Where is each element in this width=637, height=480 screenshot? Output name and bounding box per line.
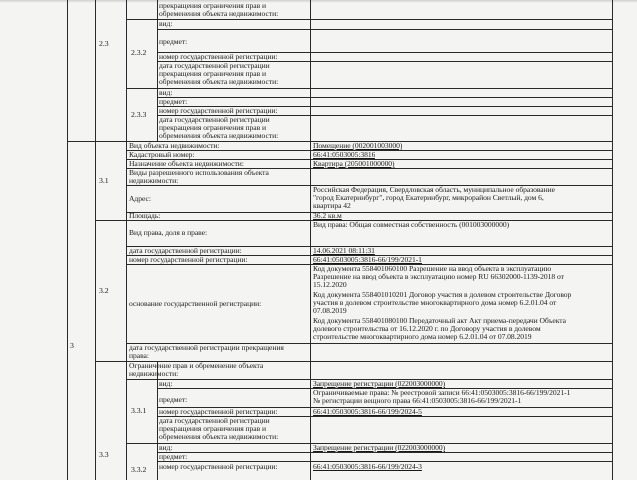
termination-date-label: дата государственной регистрации прекращения xyxy=(129,344,284,352)
row-line xyxy=(126,19,612,20)
subsection-number: 3.2 xyxy=(99,287,109,295)
subsection-number: 2.3.3 xyxy=(131,111,147,119)
address-label: Адрес: xyxy=(129,195,151,203)
section-3-number: 3 xyxy=(70,342,74,350)
purpose-value: Квартира (205001000000) xyxy=(313,160,395,168)
row-line xyxy=(126,212,612,213)
permitted-use-label: недвижимости: xyxy=(129,177,179,185)
subsection-number: 3.1 xyxy=(99,177,109,185)
object-type-label: Вид объекта недвижимости: xyxy=(129,142,220,150)
termination-date-label: права: xyxy=(129,352,149,360)
termination-date-label: обременения объекта недвижимости: xyxy=(159,78,279,86)
termination-date-label: обременения объекта недвижимости: xyxy=(159,132,279,140)
address-value: Российская Федерация, Свердловская область, муниципальное образование xyxy=(313,186,555,194)
area-label: Площадь: xyxy=(129,212,161,220)
encumbrance-header: Ограничение прав и обременение объекта xyxy=(129,362,264,370)
row-line xyxy=(157,461,612,462)
termination-date-label: прекращения ограничения прав и xyxy=(159,2,267,10)
reg-number-label: номер государственной регистрации: xyxy=(159,107,278,115)
reg-number-label: номер государственной регистрации: xyxy=(159,53,278,61)
row-line xyxy=(157,97,612,98)
reg-basis-value: 15.12.2020 xyxy=(313,281,347,289)
subsection-number: 2.3.2 xyxy=(131,49,147,57)
object-type-value: Помещение (002001003000) xyxy=(313,142,403,150)
row-line xyxy=(126,88,612,89)
col-line xyxy=(612,0,613,480)
reg-basis-value: строительстве многоквартирного дома номер 6.2.01.04 от 07.08.2019 xyxy=(313,333,532,341)
reg-basis-value: участия в долевом строительстве многоквартирного дома номер 6.2.01.04 от xyxy=(313,299,557,307)
col-line xyxy=(126,0,127,480)
reg-basis-value: долевого строительства от 16.12.2020 г. по Договору участия в долевом xyxy=(313,325,541,333)
reg-basis-value: Разрешение на ввод объекта в эксплуатацию номер RU 66302000-1139-2018 от xyxy=(313,273,564,281)
address-value: "город Екатеринбург", город Екатеринбург, микрорайон Светлый, дом 6, xyxy=(313,194,544,202)
reg-number-label: номер государственной регистрации: xyxy=(159,408,278,416)
predmet-label: предмет: xyxy=(159,38,188,46)
termination-date-label: прекращения ограничения прав и xyxy=(159,425,267,433)
vid-value: Запрещение регистрации (022003000000) xyxy=(313,444,446,452)
termination-date-label: дата государственной регистрации xyxy=(159,417,270,425)
permitted-use-label: Виды разрешенного использования объекта xyxy=(129,169,269,177)
reg-basis-value: Код документа 558401080100 Передаточный акт Акт приема-передачи Объекта xyxy=(313,317,566,325)
predmet-value: № регистрации вещного права 66:41:0503005:3816-66/199/2021-1 xyxy=(313,397,522,405)
vid-label: вид: xyxy=(159,89,173,97)
termination-date-label: дата государственной регистрации xyxy=(159,62,270,70)
vid-label: вид: xyxy=(159,380,173,388)
reg-number-value: 66:41:0503005:3816-66/199/2024-5 xyxy=(313,408,422,416)
reg-number-value: 66:41:0503005:3816-66/199/2024-3 xyxy=(313,463,422,471)
vid-value: Запрещение регистрации (022003000000) xyxy=(313,380,446,388)
address-value: квартира 42 xyxy=(313,202,351,210)
reg-number-value: 66:41:0503005:3816-66/199/2021-1 xyxy=(313,256,422,264)
purpose-label: Назначение объекта недвижимости: xyxy=(129,160,244,168)
subsection-number: 3.3 xyxy=(99,451,109,459)
cadastral-number-label: Кадастровый номер: xyxy=(129,151,195,159)
reg-basis-value: 07.08.2019 xyxy=(313,307,347,315)
reg-number-label: номер государственной регистрации: xyxy=(159,463,278,471)
subsection-number: 3.3.1 xyxy=(131,407,147,415)
predmet-label: предмет: xyxy=(159,453,188,461)
termination-date-label: обременения объекта недвижимости: xyxy=(159,433,279,441)
termination-date-label: обременения объекта недвижимости: xyxy=(159,10,279,18)
encumbrance-header: недвижимости: xyxy=(129,370,179,378)
col-line xyxy=(67,0,68,480)
col-line xyxy=(95,0,96,480)
reg-basis-value: Код документа 558401060100 Разрешение на ввод объекта в эксплуатацию xyxy=(313,265,552,273)
subsection-number: 3.3.2 xyxy=(131,466,147,474)
section-2-3-number: 2.3 xyxy=(99,40,109,48)
cadastral-number-value: 66:41:0503005:3816 xyxy=(313,151,376,159)
col-line xyxy=(310,0,311,480)
predmet-value: Ограничиваемые права: № реестровой записи 66:41:0503005:3816-66/199/2021-1 xyxy=(313,389,571,397)
reg-basis-label: основание государственной регистрации: xyxy=(129,300,262,308)
right-type-label: Вид права, доля в праве: xyxy=(129,229,208,237)
reg-basis-value: Код документа 558401010201 Договор участия в долевом строительстве Договор xyxy=(313,291,572,299)
row-line xyxy=(157,29,612,30)
termination-date-label: дата государственной регистрации xyxy=(159,116,270,124)
termination-date-label: прекращения ограничения прав и xyxy=(159,70,267,78)
predmet-label: предмет: xyxy=(159,396,188,404)
reg-number-label: номер государственной регистрации: xyxy=(129,256,248,264)
reg-date-label: дата государственной регистрации: xyxy=(129,247,242,255)
reg-date-value: 14.06.2021 08:11:31 xyxy=(313,247,375,255)
area-value: 36.2 кв.м xyxy=(313,212,342,220)
predmet-label: предмет: xyxy=(159,98,188,106)
vid-label: вид: xyxy=(159,20,173,28)
vid-label: вид: xyxy=(159,444,173,452)
col-line xyxy=(157,0,158,141)
termination-date-label: прекращения ограничения прав и xyxy=(159,124,267,132)
right-type-value: Вид права: Общая совместная собственность (001003000000) xyxy=(313,221,510,229)
